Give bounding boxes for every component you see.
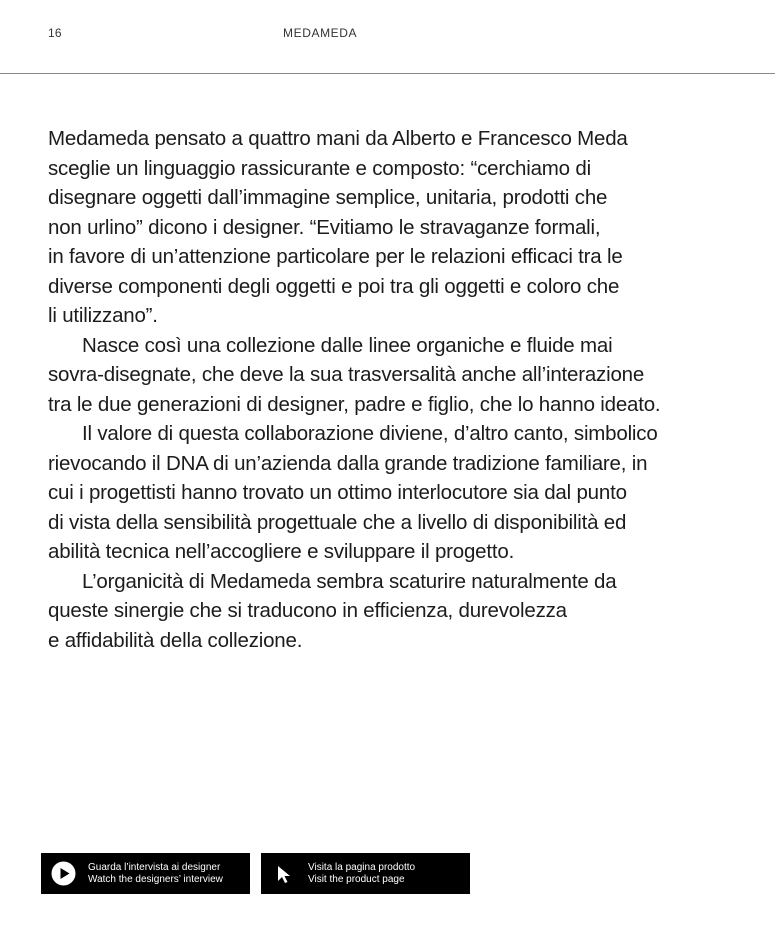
paragraph-4: L’organicità di Medameda sembra scaturire naturalmente da queste sinergie che si traducono in efficienza, durevolezza e affidabilità della collezione.	[48, 569, 617, 652]
visit-product-page-button[interactable]	[261, 853, 470, 894]
watch-interview-label-en: Watch the designers’ interview	[88, 874, 223, 885]
page-number: 16	[48, 26, 62, 40]
running-title: MEDAMEDA	[283, 26, 358, 40]
visit-product-page-label-it: Visita la pagina prodotto	[308, 862, 416, 873]
play-icon	[51, 861, 76, 886]
paragraph-3: Il valore di questa collaborazione diviene, d’altro canto, simbolico rievocando il DNA di un’azienda dalla grande tradizione familiare, in cui i progettisti hanno trovato un ottimo interlocutore sia dal punto di vista della sensibilità progettuale che a livello di disponibilità ed abilità tecnica nell’accogliere e sviluppare il progetto.	[48, 422, 658, 563]
paragraph-2: Nasce così una collezione dalle linee organiche e fluide mai sovra-disegnate, che deve la sua trasversalità anche all’interazione tra le due generazioni di designer, padre e figlio, che lo hanno ideato.	[48, 333, 661, 416]
watch-interview-button[interactable]	[41, 853, 250, 894]
page-header	[0, 0, 775, 74]
visit-product-page-label	[308, 862, 415, 886]
article-body	[48, 124, 738, 655]
cursor-arrow-icon	[271, 861, 296, 886]
watch-interview-label-it: Guarda l’intervista ai designer	[88, 862, 221, 873]
watch-interview-label	[88, 862, 223, 886]
paragraph-1: Medameda pensato a quattro mani da Alberto e Francesco Meda sceglie un linguaggio rassicurante e composto: “cerchiamo di disegnare oggetti dall’immagine semplice, unitaria, prodotti che non urlino” dicono i designer. “Evitiamo le stravaganze formali, in favore di un’attenzione particolare per le relazioni efficaci tra le diverse componenti degli oggetti e poi tra gli oggetti e coloro che li utilizzano”.	[48, 127, 628, 327]
visit-product-page-label-en: Visit the product page	[308, 874, 405, 885]
